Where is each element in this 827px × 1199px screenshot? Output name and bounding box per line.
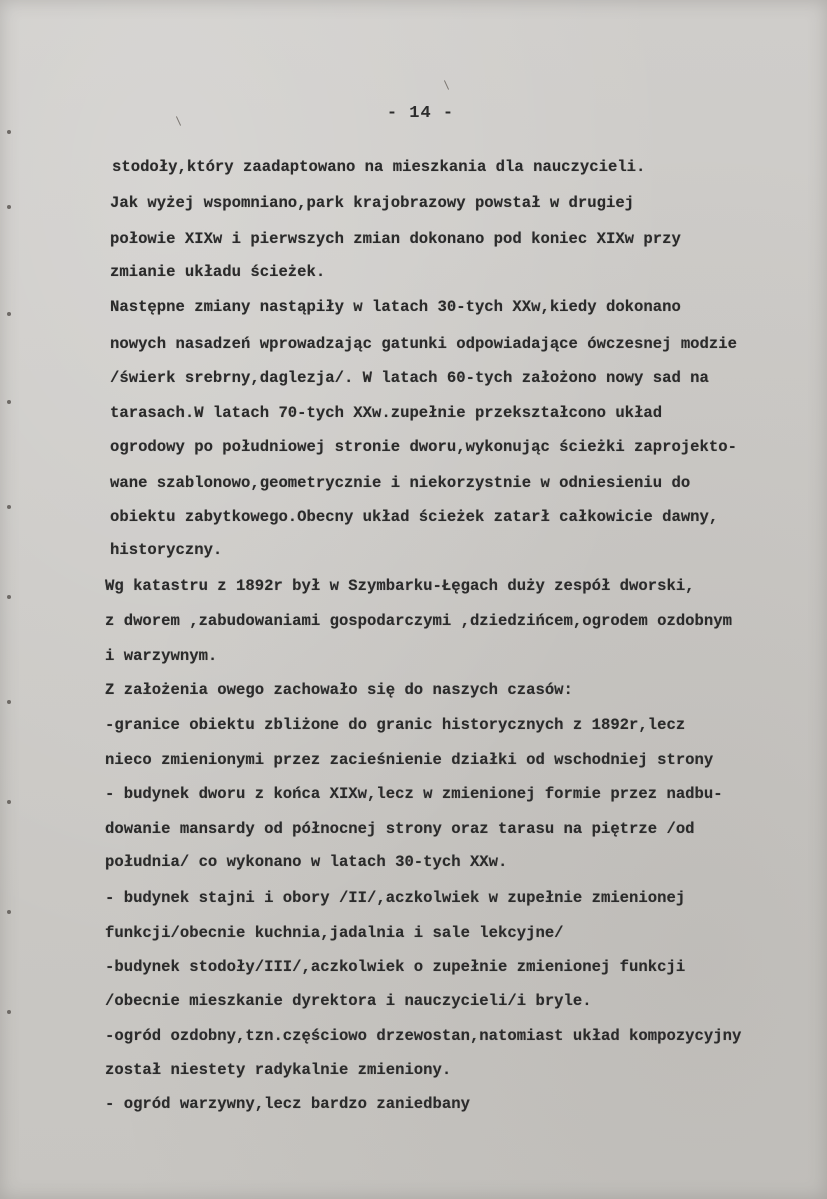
text-line: - ogród warzywny,lecz bardzo zaniedbany <box>105 1095 470 1113</box>
text-line: zmianie układu ścieżek. <box>110 263 326 281</box>
text-line: obiektu zabytkowego.Obecny układ ścieżek zatarł całkowicie dawny, <box>110 508 719 526</box>
text-line: -granice obiektu zbliżone do granic historycznych z 1892r,lecz <box>105 716 686 734</box>
text-line: Z założenia owego zachowało się do naszych czasów: <box>105 681 573 699</box>
text-line: i warzywnym. <box>105 647 218 665</box>
binding-hole <box>7 400 11 404</box>
text-line: stodoły,który zaadaptowano na mieszkania dla nauczycieli. <box>112 158 646 176</box>
text-line: Następne zmiany nastąpiły w latach 30-tych XXw,kiedy dokonano <box>110 298 681 316</box>
text-line: dowanie mansardy od północnej strony oraz tarasu na piętrze /od <box>105 820 695 838</box>
binding-hole <box>7 595 11 599</box>
text-line: - budynek dworu z końca XIXw,lecz w zmienionej formie przez nadbu- <box>105 785 723 803</box>
text-line: /świerk srebrny,daglezja/. W latach 60-tych założono nowy sad na <box>110 369 709 387</box>
text-line: historyczny. <box>110 541 223 559</box>
text-line: południa/ co wykonano w latach 30-tych XXw. <box>105 853 508 871</box>
paper-speck <box>444 80 449 89</box>
text-line: nowych nasadzeń wprowadzając gatunki odpowiadające ówczesnej modzie <box>110 335 737 353</box>
text-line: /obecnie mieszkanie dyrektora i nauczycieli/i bryle. <box>105 992 592 1010</box>
binding-hole <box>7 130 11 134</box>
text-line: ogrodowy po południowej stronie dworu,wykonując ścieżki zaprojekto- <box>110 438 737 456</box>
binding-hole <box>7 505 11 509</box>
text-line: - budynek stajni i obory /II/,aczkolwiek w zupełnie zmienionej <box>105 889 686 907</box>
text-line: funkcji/obecnie kuchnia,jadalnia i sale lekcyjne/ <box>105 924 564 942</box>
text-line: -ogród ozdobny,tzn.częściowo drzewostan,natomiast układ kompozycyjny <box>105 1027 742 1045</box>
text-line: nieco zmienionymi przez zacieśnienie działki od wschodniej strony <box>105 751 714 769</box>
page-number: - 14 - <box>386 104 455 123</box>
text-line: Wg katastru z 1892r był w Szymbarku-Łęgach duży zespół dworski, <box>105 577 695 595</box>
text-line: połowie XIXw i pierwszych zmian dokonano pod koniec XIXw przy <box>110 230 681 248</box>
binding-hole <box>7 205 11 209</box>
text-line: tarasach.W latach 70-tych XXw.zupełnie przekształcono układ <box>110 404 663 422</box>
text-line: z dworem ,zabudowaniami gospodarczymi ,dziedzińcem,ogrodem ozdobnym <box>105 612 732 630</box>
binding-hole <box>7 700 11 704</box>
text-line: wane szablonowo,geometrycznie i niekorzystnie w odniesieniu do <box>110 474 691 492</box>
binding-hole <box>7 800 11 804</box>
binding-hole <box>7 312 11 316</box>
text-line: Jak wyżej wspomniano,park krajobrazowy powstał w drugiej <box>110 194 635 212</box>
text-line: -budynek stodoły/III/,aczkolwiek o zupełnie zmienionej funkcji <box>105 958 686 976</box>
text-line: został niestety radykalnie zmieniony. <box>105 1061 452 1079</box>
binding-hole <box>7 1010 11 1014</box>
binding-hole <box>7 910 11 914</box>
